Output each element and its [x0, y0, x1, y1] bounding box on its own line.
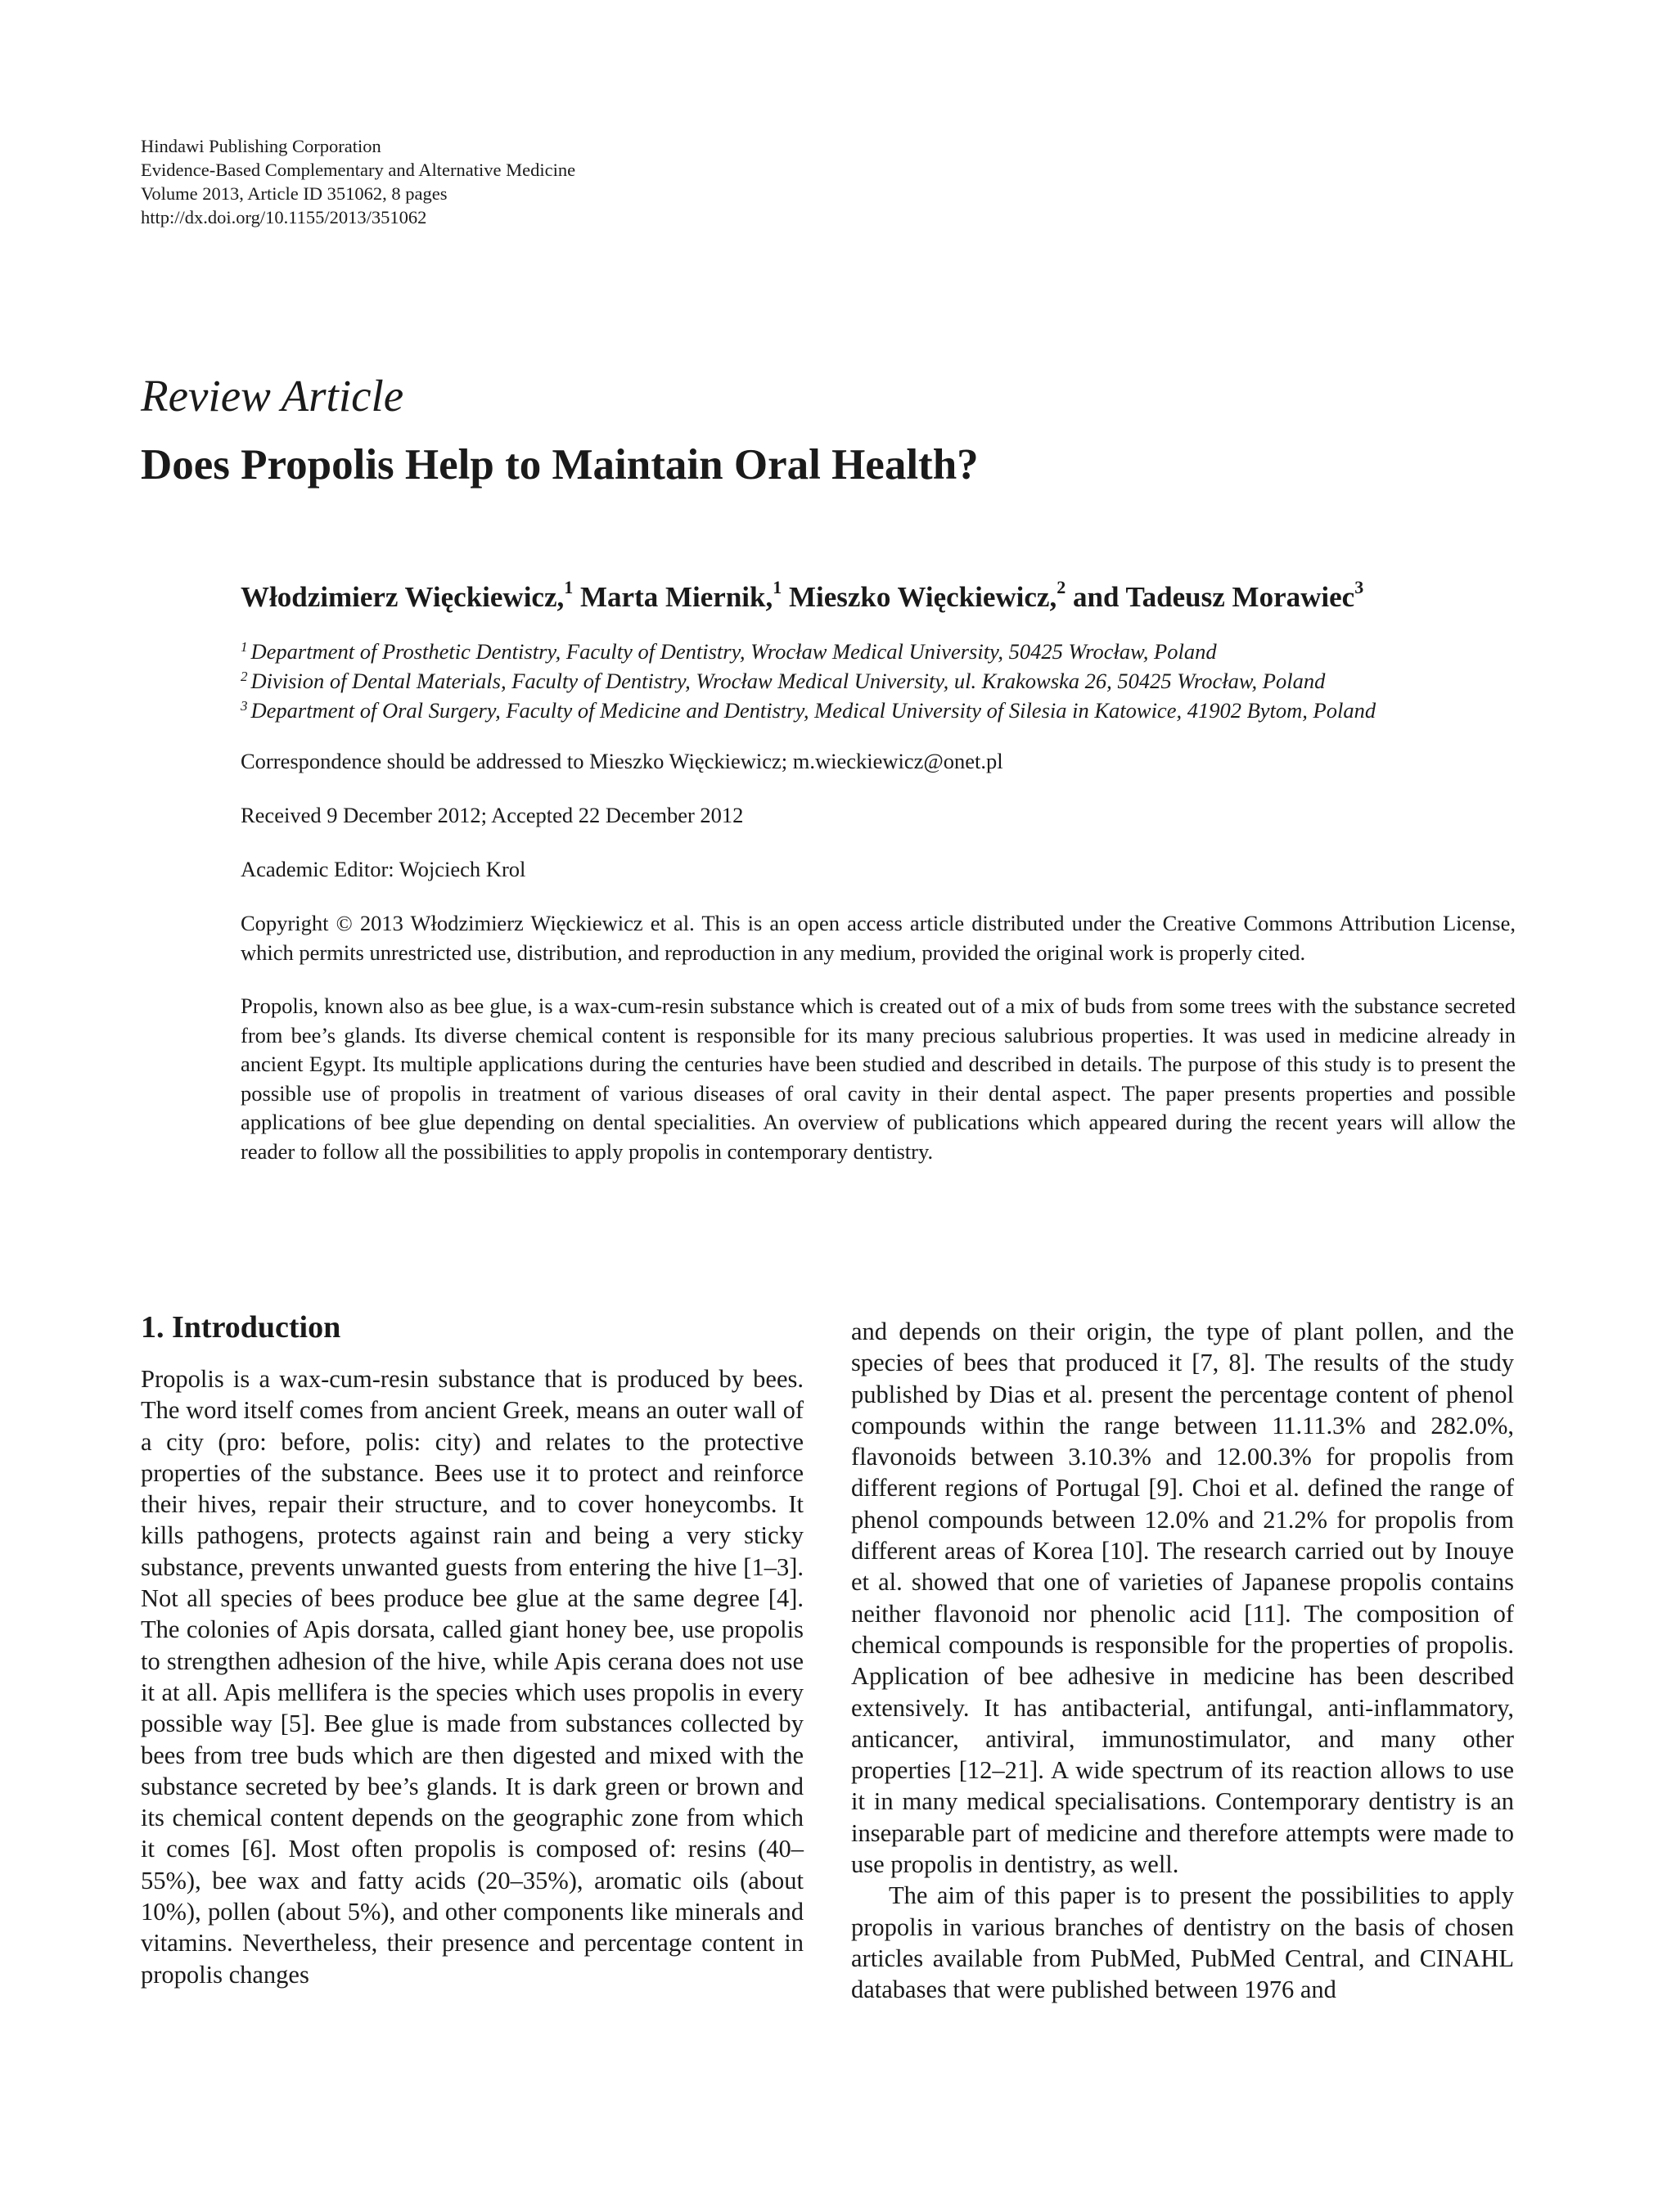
front-matter	[241, 574, 1516, 1166]
affiliation-text: Department of Prosthetic Dentistry, Faculty of Dentistry, Wrocław Medical University, 50425 Wrocław, Poland	[250, 639, 1217, 664]
affiliation-number: 3	[241, 698, 248, 714]
journal-header	[141, 134, 575, 229]
affiliation	[241, 637, 1516, 666]
body-paragraph: The aim of this paper is to present the possibilities to apply propolis in various branches of dentistry on the basis of chosen articles available from PubMed, PubMed Central, and CINAHL databases that were published between 1976 and	[851, 1881, 1514, 2004]
author-affiliation-mark: 1	[773, 577, 782, 597]
article-title: Does Propolis Help to Maintain Oral Health?	[141, 441, 979, 489]
author-name: Marta Miernik,	[580, 581, 773, 613]
affiliation-number: 1	[241, 639, 248, 655]
author-name: Mieszko Więckiewicz,	[788, 581, 1057, 613]
author-list	[241, 574, 1516, 620]
body-paragraph: Propolis is a wax-cum-resin substance that is produced by bees. The word itself comes from ancient Greek, means an outer wall of a city (pro: before, polis: city) and relates to the protective properties of the substance. Bees use it to protect and reinforce their hives, repair their structure, and to cover honeycombs. It kills pathogens, protects against rain and being a very sticky substance, prevents unwanted guests from entering the hive [1–3]. Not all species of bees produce bee glue at the same degree [4]. The colonies of Apis dorsata, called giant honey bee, use propolis to strengthen adhesion of the hive, while Apis cerana does not use it at all. Apis mellifera is the species which uses propolis in every possible way [5]. Bee glue is made from substances collected by bees from tree buds which are then digested and mixed with the substance secreted by bee’s glands. It is dark green or brown and its chemical content depends on the geographic zone from which it comes [6]. Most often propolis is composed of: resins (40–55%), bee wax and fatty acids (20–35%), aromatic oils (about 10%), pollen (about 5%), and other components like minerals and vitamins. Nevertheless, their presence and percentage content in propolis changes	[141, 1365, 804, 1989]
copyright-notice: Copyright © 2013 Włodzimierz Więckiewicz et al. This is an open access article distributed under the Creative Commons Attribution License, which permits unrestricted use, distribution, and reproduction in any medium, provided the original work is properly cited.	[241, 911, 1516, 965]
author-affiliation-mark: 1	[564, 577, 574, 597]
academic-editor: Academic Editor: Wojciech Krol	[241, 857, 526, 881]
body-column-right	[851, 1316, 1514, 2006]
author-affiliation-mark: 3	[1354, 577, 1364, 597]
affiliation-list	[241, 637, 1516, 725]
author-name: Włodzimierz Więckiewicz,	[241, 581, 565, 613]
affiliation-text: Division of Dental Materials, Faculty of Dentistry, Wrocław Medical University, ul. Krakowska 26, 50425 Wrocław, Poland	[250, 669, 1326, 693]
body-column-left	[141, 1308, 804, 1990]
publisher-name: Hindawi Publishing Corporation	[141, 136, 381, 156]
correspondence: Correspondence should be addressed to Mieszko Więckiewicz; m.wieckiewicz@onet.pl	[241, 749, 1003, 773]
doi-link[interactable]: http://dx.doi.org/10.1155/2013/351062	[141, 207, 427, 228]
body-paragraph: and depends on their origin, the type of plant pollen, and the species of bees that produced it [7, 8]. The results of the study published by Dias et al. present the percentage content of phenol compounds within the range between 11.11.3% and 282.0%, flavonoids between 3.10.3% and 12.00.3% for propolis from different regions of Portugal [9]. Choi et al. defined the range of phenol compounds between 12.0% and 21.2% for propolis from different areas of Korea [10]. The research carried out by Inouye et al. showed that one of varieties of Japanese propolis contains neither flavonoid nor phenolic acid [11]. The composition of chemical compounds is responsible for the properties of propolis. Application of bee adhesive in medicine has been described extensively. It has antibacterial, antifungal, anti-inflammatory, anticancer, antiviral, immunostimulator, and many other properties [12–21]. A wide spectrum of its reaction allows to use it in many medical specialisations. Contemporary dentistry is an inseparable part of medicine and therefore attempts were made to use propolis in dentistry, as well.	[851, 1318, 1514, 1879]
received-accepted-dates: Received 9 December 2012; Accepted 22 December 2012	[241, 803, 744, 827]
author-affiliation-mark: 2	[1057, 577, 1066, 597]
affiliation-number: 2	[241, 669, 248, 684]
affiliation	[241, 666, 1516, 696]
affiliation-text: Department of Oral Surgery, Faculty of Medicine and Dentistry, Medical University of Silesia in Katowice, 41902 Bytom, Poland	[250, 698, 1376, 723]
journal-name: Evidence-Based Complementary and Alternative Medicine	[141, 160, 576, 180]
section-heading: 1. Introduction	[141, 1310, 341, 1345]
abstract: Propolis, known also as bee glue, is a wax-cum-resin substance which is created out of a mix of buds from some trees with the substance secreted from bee’s glands. Its diverse chemical content is responsible for its many precious salubrious properties. It was used in medicine already in ancient Egypt. Its multiple applications during the centuries have been studied and described in details. The purpose of this study is to present the possible use of propolis in treatment of various diseases of oral cavity in their dental aspect. The paper presents properties and possible applications of bee glue depending on dental specialities. An overview of publications which appeared during the recent years will allow the reader to follow all the possibilities to apply propolis in contemporary dentistry.	[241, 993, 1516, 1164]
affiliation	[241, 696, 1516, 725]
author-name: and Tadeusz Morawiec	[1072, 581, 1355, 613]
volume-info: Volume 2013, Article ID 351062, 8 pages	[141, 183, 448, 204]
article-type: Review Article	[141, 371, 404, 421]
